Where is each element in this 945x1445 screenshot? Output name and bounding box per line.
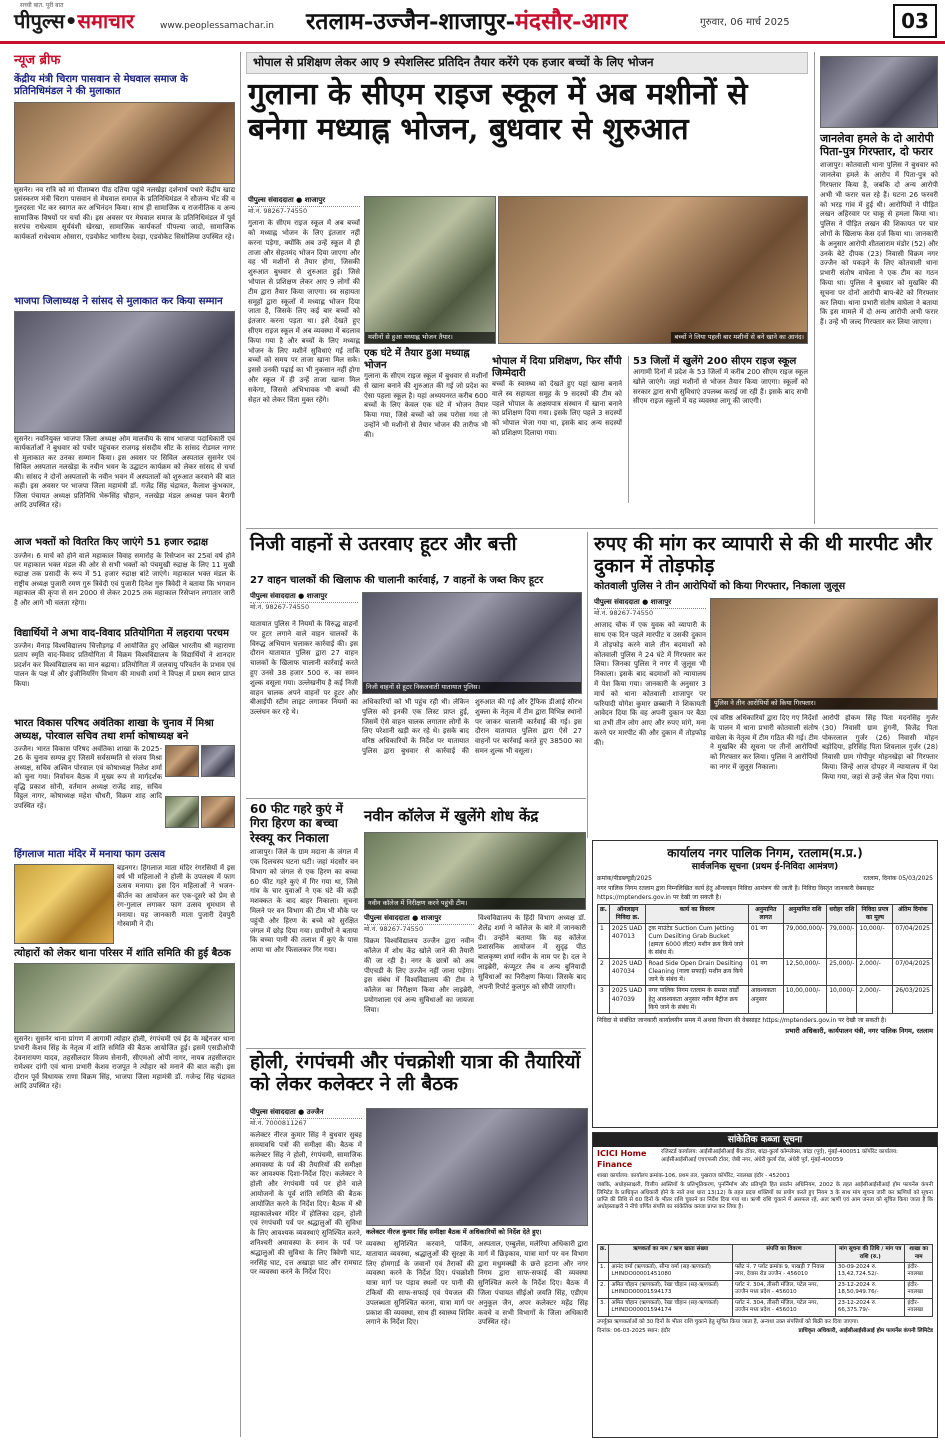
box-text: बच्चों के स्वास्थ्य को देखते हुए यहां खाना बनाने वाले स्व सहायता समूह के 9 सदस्यों की टीम को पहले भोपाल के अक्षयपात्र संस्थान में खाना बनाने का प्रशिक्षण दिया गया। इसके लिए पहले 3 सदस्यों को भोपाल भेजा गया था, इसके बाद अन्य सदस्यों को प्रशिक्षण दिलाया गया। xyxy=(492,380,622,437)
table-cell: 2,000/- xyxy=(857,959,893,986)
table-cell: 25,000/- xyxy=(827,959,857,986)
brief-text: सुसनेर। नवनियुक्त भाजपा जिला अध्यक्ष ओम मालवीय के साथ भाजपा पदाधिकारी एवं कार्यकर्ताओं ने बुधवार को पचोर पहुंचकर राजगढ़ संसदीय सीट के सांसद रोडमल नागर से मुलाकात कर उनका सम्मान किया। इस अवसर पर सिविल अस्पताल सुसनेर एवं सिविल अस्पताल नलखेड़ा के नवीन भवन के उद्घाटन कार्यक्रम को लेकर सांसद से चर्चा की। सांसद ने दोनों अस्पतालों के नवीन भवन में अस्पतालों को शुरुआत करवाने की बात कही। इस अवसर पर भाजपा जिला महामंत्री डॉ. गजेंद्र सिंह चंद्रावत, कैलाश कुंभकार, जिला पंचायत अध्यक्ष प्रतिनिधि भेरूसिंह चौहान, नलखेड़ा मंडल अध्यक्ष पवन बैरागी आदि उपस्थित रहे। xyxy=(14,435,235,510)
table-header-cell: क्र. xyxy=(598,1245,609,1263)
possession-row xyxy=(598,1298,933,1316)
box-headline: 53 जिलों में खुलेंगे 200 सीएम राइज स्कूल xyxy=(633,356,797,367)
row-divider xyxy=(246,798,586,799)
table-header-cell: अनुमानित राशि xyxy=(783,904,827,923)
possession-signature: प्राधिकृत अधिकारी, आईसीआईसीआई होम फायनेंस कंपनी लिमिटेड xyxy=(798,1327,933,1334)
table-header-cell: ऋणकर्ता का नाम / ऋण खाता संख्या xyxy=(609,1245,733,1263)
holi-text: कलेक्टर नीरज कुमार सिंह ने बुधवार सुबह समयावधि पत्रों की समीक्षा की। बैठक में कलेक्टर सिंह ने होली, रंगपंचमी, सामाजिक अमावस्या के पर्व की तैयारियों की समीक्षा कर आवश्यक दिशा-निर्देश दिए। कलेक्टर ने होली और रंगपंचमी पर्व पर होने वाले आयोजनों के पूर्व शांति समिति की बैठक आयोजित करने के निर्देश दिए। बैठक में श्री महाकालेश्वर मंदिर में होलिका दहन, होली एवं रंगपंचमी पर्व पर श्रद्धालुओं की सुविधा के लिए आवश्यक व्यवस्थाएं सुनिश्चित करने, शनिश्चरी अमावस्या के स्नान के पर्व पर श्रद्धालुओं की सुविधा के लिए त्रिवेणी घाट, नरसिंह घाट, दत्त अखाड़ा घाट और रामघाट पर व्यवस्था करने के निर्देश दिए। xyxy=(250,1131,362,1277)
brief-photo xyxy=(14,102,235,184)
brief-photo xyxy=(14,311,235,433)
table-cell: आवश्यकता अनुसार xyxy=(748,986,783,1013)
row-divider xyxy=(246,528,938,529)
table-cell: अमित चौहान (ऋणकर्ता), रेखा चौहान (सह-ऋणकर्ता) LHINDO00001594173 xyxy=(609,1280,733,1298)
portrait-photo xyxy=(165,745,199,777)
possession-table xyxy=(597,1244,933,1316)
byline-mobile: मो.नं. 7000811267 xyxy=(250,1119,307,1128)
kicker: भोपाल से प्रशिक्षण लेकर आए 9 स्पेशलिस्ट प्रतिदिन तैयार करेंगे एक हजार बच्चों के लिए भोजन xyxy=(253,55,654,69)
bank-address: रजिस्टर्ड कार्यालय: आईसीआईसीआई बैंक टॉवर, बांद्रा-कुर्ला कॉम्प्लेक्स, बांद्रा (पूर्व), मुंबई-400051 कॉर्पोरेट कार्यालय: आईसीआईसीआई एचएफसी टॉवर, जेबी नगर, अंधेरी कुर्ला रोड, अंधेरी पूर्व, मुंबई-400059 xyxy=(661,1149,898,1163)
brief-text: बड़नगर। हिंगलाज माता मंदिर रंगरसियों में इस वर्ष भी महिलाओं ने होली के उपलक्ष्य में फाग उत्सव मनाया। इस दिन महिलाओं ने भजन-कीर्तन का आयोजन कर एक-दूसरे को प्रेम से रंग-गुलाल लगाकर फाग उत्सव धूमधाम से मनाया। यह जानकारी माता पुजारी देवपुरी गोस्वामी ने दी। xyxy=(117,863,235,929)
lead-photo-children xyxy=(498,196,808,344)
table-header-cell: धरोहर राशि xyxy=(827,904,857,923)
table-cell: 01 नग xyxy=(748,923,783,958)
box-text: आगामी दिनों में प्रदेश के 53 जिलों में करीब 200 सीएम राइज स्कूल खोले जाएंगे। जहां मशीनों से भोजन तैयार किया जाएगा। स्कूलों को सरकार द्वारा सभी सुविधाएं उपलब्ध कराई जा रही हैं। इसके बाद सभी सीएम राइज स्कूलों में यह व्यवस्था लागू की जाएगी। xyxy=(633,368,808,406)
lead-photo-machine xyxy=(364,196,496,344)
table-cell: प्लॉट नं. 304, तीसरी मंजिल, पटेल नगर, उज्जैन मध्य प्रदेश - 456010 xyxy=(733,1298,836,1316)
accused-photo xyxy=(820,56,938,128)
deer-headline: 60 फीट गहरे कुएं में गिरा हिरण का बच्चा रेस्क्यू कर निकाला xyxy=(250,802,343,845)
table-cell: 1. xyxy=(598,1263,609,1281)
byline-mobile: मो.नं. 98267-74550 xyxy=(248,207,308,216)
table-cell: 2,000/- xyxy=(857,986,893,1013)
brief-photo xyxy=(14,864,114,944)
brief-headline: भारत विकास परिषद अवंतिका शाखा के चुनाव में मिश्रा अध्यक्ष, पोरवाल सचिव तथा शर्मा कोषाध्यक्ष बने xyxy=(14,718,214,742)
table-header-cell: निविदा प्रपत्र का मूल्य xyxy=(857,904,893,923)
kicker-bar xyxy=(246,52,808,74)
brief-headline: भाजपा जिलाध्यक्ष ने सांसद से मुलाकात कर किया सम्मान xyxy=(14,295,223,307)
photo-caption: कलेक्टर नीरज कुमार सिंह समीक्षा बैठक में अधिकारियों को निर्देश देते हुए। xyxy=(366,1228,542,1236)
byline: पीपुल्स संवाददाता ● शाजापुर xyxy=(248,196,360,207)
sidebar-box xyxy=(628,356,808,503)
deer-story xyxy=(250,802,358,1078)
box-text: गुलाना के सीएम राइज स्कूल में बुधवार से मशीनों से खाना बनाने की शुरुआत की गई जो प्रदेश का ऐसा पहला स्कूल है। यहां अध्ययनरत करीब 600 बच्चों के लिए केवल एक घंटे में भोजन तैयार किया गया, जिसे बच्चों को जब परोसा गया तो उन्होंने भी मशीनों से तैयार भोजन की तारीफ भी की। xyxy=(364,372,488,439)
merchant-subhead: कोतवाली पुलिस ने तीन आरोपियों को किया गिरफ्तार, निकाला जुलूस xyxy=(594,581,846,592)
table-cell: 79,000/- xyxy=(827,923,857,958)
photo-caption: पुलिस ने तीन आरोपियों को किया गिरफ्तार। xyxy=(711,698,937,709)
brief-text: उज्जैन। मैनाड़ विश्वविद्यालय चित्तौड़गढ़ में आयोजित हुए अखिल भारतीय श्री महाराणा प्रताप स्मृति वाद-विवाद प्रतियोगिता में विक्रम विश्वविद्यालय के विद्यार्थियों ने शानदार प्रदर्शन कर विश्वविद्यालय का मान बढ़ाया। प्रतियोगिता में जलवायु परिवर्तन के प्रभाव एवं पालन के पक्ष में और इंजीनियरिंग विभाग की माधवी शर्मा ने विपक्ष में प्रथम स्थान प्राप्त किया। xyxy=(14,642,235,688)
hooter-headline: निजी वाहनों से उतरवाए हूटर और बत्ती xyxy=(250,533,517,555)
possession-footer: उपर्युक्त ऋणकर्ताओं को 30 दिनों के भीतर राशि चुकाने हेतु सूचित किया जाता है, अन्यथा उक्त संपत्तियों को बिक्री कर दिया जाएगा। xyxy=(597,1318,859,1325)
row-divider xyxy=(246,1048,586,1049)
table-cell: 2025 UAD 407034 xyxy=(609,959,645,986)
hooter-subhead: 27 वाहन चालकों की खिलाफ की चालानी कार्रवाई, 7 वाहनों के जब्त किए हूटर xyxy=(250,575,544,586)
college-story xyxy=(364,808,584,825)
byline: पीपुल्स संवाददाता ● शाजापुर xyxy=(250,592,358,603)
box-headline: एक घंटे में तैयार हुआ मध्याह्न भोजन xyxy=(364,348,470,371)
holi-text-continued: अस्पताल, एम्बुलेंस, मलेरिया अधिकारी द्वारा मार्ग में छिड़काव, यात्रा मार्ग पर वन विभाग द्वारा मधुमक्खी के छत्ते हटाना और नगर निगम द्वारा साफ-सफाई की व्यवस्था सुनिश्चित करने के निर्देश दिए। बैठक में जिला पंचायत सीईओ जयति सिंह, एडीएम अनुकूल जैन, अपर कलेक्टर महेंद्र सिंह कवचे व सभी विभागों के जिला अधिकारी उपस्थित रहे। xyxy=(478,1240,588,1327)
possession-place: दिनांक: 06-03-2025 स्थान: इंदौर xyxy=(597,1327,671,1334)
hooter-byline-box xyxy=(250,592,358,612)
hooter-photo xyxy=(362,592,582,694)
photo-caption: बच्चों ने लिया पहली बार मशीनों से बने खाने का आनंद। xyxy=(671,332,807,343)
byline: पीपुल्स संवाददाता ● शाजापुर xyxy=(364,914,474,925)
table-cell: प्लॉट नं. 304, तीसरी मंजिल, पटेल नगर, उज्जैन मध्य प्रदेश - 456010 xyxy=(733,1280,836,1298)
table-cell: आनंद वर्मा (ऋणकर्ता), सीमा वर्मा (सह-ऋणकर्ता) LHINDO00001451080 xyxy=(609,1263,733,1281)
table-cell: इंदौर-नवलखा xyxy=(905,1280,933,1298)
table-header-cell: कार्य का विवरण xyxy=(646,904,748,923)
website-url[interactable]: www.peoplessamachar.in xyxy=(160,21,274,31)
tender-ref: क्रमांक/पीडब्ल्यूडी/2025 xyxy=(597,875,652,883)
photo-caption: निजी वाहनों से हूटर निकलवाती यातायात पुलिस। xyxy=(363,682,581,693)
tender-table xyxy=(597,904,933,1014)
table-cell: अमित चौहान (ऋणकर्ता), रेखा चौहान (सह-ऋणकर्ता) LHINDO00001594174 xyxy=(609,1298,733,1316)
possession-notice xyxy=(592,1132,938,1438)
brief-text: सुसनेर। सुसनेर थाना प्रांगण में आगामी त्योहार होली, रंगपंचमी एवं ईद के मद्देनजर थाना प्रभारी केशव सिंह के नेतृत्व में शांति समिति की बैठक आयोजित हुई। इसमें एसडीओपी देवनारायण यादव, तहसीलदार विजय सेनानी, सीएमओ ओपी नागर, नायब तहसीलदार रामेश्वर दांगी एवं थाना प्रभारी केशव राजपूत ने त्योहार को मनाने की बात कही। इस दौरान पूर्व विधायक राणा विक्रम सिंह, भाजपा जिला महामंत्री डॉ. गजेन्द्र सिंह चंद्रावत आदि उपस्थित रहे। xyxy=(14,1035,235,1091)
tender-intro: नगर पालिक निगम रतलाम द्वारा निम्नलिखित कार्य हेतु ऑनलाइन निविदा आमंत्रण की जाती है। निविदा विस्तृत जानकारी वेबसाइट https://mptenders.gov.in पर देखी जा सकती है। xyxy=(597,885,874,901)
brief-headline: केंद्रीय मंत्री चिराग पासवान से मेघवाल समाज के प्रतिनिधिमंडल ने की मुलाकात xyxy=(14,73,188,98)
holi-headline: होली, रंगपंचमी और पंचक्रोशी यात्रा की तैयारियों को लेकर कलेक्टर ने ली बैठक xyxy=(250,1051,581,1095)
table-header-cell: अंतिम दिनांक xyxy=(893,904,933,923)
byline: पीपुल्स संवाददाता ● शाजापुर xyxy=(594,598,706,609)
brief-headline: हिंगलाज माता मंदिर में मनाया फाग उत्सव xyxy=(14,849,166,861)
portrait-photo xyxy=(201,745,235,777)
table-cell: 12,50,000/- xyxy=(783,959,827,986)
possession-title: सांकेतिक कब्जा सूचना xyxy=(593,1133,937,1147)
branch-address: शाखा कार्यालय: कार्यालय क्रमांक-106, प्रथम तल, पुखराज कॉर्पोरेट, नवलखा इंदौर - 452001 xyxy=(597,1172,790,1179)
brief-text: उज्जैन। भारत विकास परिषद अवंतिका शाखा के 2025-26 के चुनाव सम्पन्न हुए जिसमें सर्वसम्मति से संजय मिश्रा अध्यक्ष, सचिव अश्विन पोरवाल एवं कोषाध्यक्ष निलेश शर्मा को चुना गया। निर्वाचन बैठक में मुख्य रूप से मार्गदर्शक वृद्धि प्रकाश सोनी, वर्तमान अध्यक्ष राजेंद्र शाह, सचिव विट्ठल नागर, कोषाध्यक्ष महेश चौधरी, विक्रम शाह आदि उपस्थित रहे। xyxy=(14,745,162,810)
table-header-cell: अनुमानित लागत xyxy=(748,904,783,923)
college-headline: नवीन कॉलेज में खुलेंगे शोध केंद्र xyxy=(364,807,539,825)
sidebar-box xyxy=(492,356,622,510)
portrait-photo xyxy=(165,796,199,828)
right-top-story xyxy=(820,132,938,496)
tender-row xyxy=(598,923,933,958)
hooter-text-continued: अधिकारियों को भी पहुंच रही थी। लेकिन पुलिस को इनकी एक लिस्ट प्राप्त हुई, जिसमें ऐसे वाहन चालक लगातार लोगों के लिए परेशानी खड़ी कर रहे थे। इसके बाद वरिष्ठ अधिकारियों के निर्देश पर यातायात पुलिस द्वारा बुधवार से कार्रवाई की शुरुआत की गई और ट्रैफिक डीआई सौरभ शुक्ला के नेतृत्व में टीम द्वारा विभिन्न स्थानों पर जाकर चालानी कार्रवाई की गई। इस दौरान यातायात पुलिस द्वारा ऐसे 27 वाहनों पर कार्रवाई करते हुए 38500 का समन शुल्क भी वसूला। xyxy=(362,698,582,755)
brief-headline: विद्यार्थियों ने अभा वाद-विवाद प्रतियोगिता में लहराया परचम xyxy=(14,627,229,639)
tender-date: रतलाम, दिनांक 05/03/2025 xyxy=(863,875,933,883)
tender-signature: प्रभारी अधिकारी, कार्यपालन यंत्री, नगर पालिक निगम, रतलाम xyxy=(785,1026,933,1035)
table-header-cell: संपत्ति का विवरण xyxy=(733,1245,836,1263)
deer-text: शाजापुर। जिले के ग्राम मदाना के जंगल में एक दिलचस्प घटना घटी। जहां मंदसौर वन विभाग को जंगल से एक हिरण का बच्चा 60 फीट गहरे कुएं में गिर गया था, जिसे गांव के चार युवाओं ने एक घंटे की कड़ी मशक्कत के बाद बाहर निकाला। सूचना मिलने पर वन विभाग की टीम भी मौके पर पहुंची और हिरण के बच्चे को सुरक्षित जंगल में छोड़ दिया गया। ग्रामीणों ने बताया कि बच्चा पानी की तलाश में कुएं के पास आया था और फिसलकर गिर गया। xyxy=(250,848,358,955)
merchant-text-continued: आरोपी होकम सिंह पिता मदनसिंह गुर्जर (30) निवासी ग्राम हुंगनी, विजेंद्र पिता पोकरलाल गुर्जर (26) निवासी मोहन बड़ोदिया, हरिसिंह पिता शिवलाल गुर्जर (28) निवासी ग्राम गोपीपुर मोहनखेड़ा को गिरफ्तार किया। जिन्हें आज दोपहर में न्यायालय में पेश किया गया, जहां से उन्हें जेल भेज दिया गया। xyxy=(822,714,938,781)
table-header-cell: ऑनलाइन निविदा क्र. xyxy=(609,904,645,923)
table-cell: 3. xyxy=(598,1298,609,1316)
possession-row xyxy=(598,1263,933,1281)
tender-row xyxy=(598,986,933,1013)
lead-story-column xyxy=(248,196,360,519)
college-photo xyxy=(364,832,586,910)
column-divider xyxy=(240,52,241,1437)
column-divider xyxy=(814,52,815,524)
table-cell: Road Side Open Drain Desilting Cleaning (नाला सफाई) मशीन क्रय किये जाने के संबंध में। xyxy=(646,959,748,986)
table-cell: 07/04/2025 xyxy=(893,959,933,986)
possession-text: जबकि, अधोहस्ताक्षरी, वित्तीय आस्तियों के प्रतिभूतिकरण, पुनर्निर्माण और प्रतिभूति हित प्रवर्तन अधिनियम, 2002 के तहत आईसीआईसीआई होम फायनेंस कंपनी लिमिटेड के प्राधिकृत अधिकारी होने के नाते तथा धारा 13(12) के तहत प्रदत्त शक्तियों का प्रयोग करते हुए नियम 3 के साथ मांग सूचना जारी कर ऋणियों को सूचना प्राप्ति की तिथि से 60 दिनों के भीतर राशि चुकाने का निर्देश दिया गया था। ऋणी राशि चुकाने में असफल रहे, अतः ऋणी एवं आम जनता को सूचित किया जाता है कि अधोहस्ताक्षरी ने नीचे वर्णित संपत्ति का सांकेतिक कब्जा प्राप्त कर लिया है। xyxy=(597,1182,933,1211)
brief-photo xyxy=(14,963,235,1033)
brief-text: उज्जैन। 6 मार्च को होने वाले महाकाल विवाह समारोह के रिसेप्शन का 25वां वर्ष होने पर महाकाल भक्त मंडल की ओर से सभी भक्तों को पंचमुखी रुद्राक्ष के लिए 11 मुखी रुद्राक्ष तक प्रसादी के रूप में 51 हजार रुद्राक्ष बांटे जाएंगे। महाकाल भक्त मंडल के राष्ट्रीय अध्यक्ष पुजारी रमण गुरु त्रिवेदी एवं पुजारी दिनेश गुरु त्रिवेदी ने बताया कि भगवान महाकाल की कृपा से सन 2000 से लेकर 2025 तक महाकाल रिसेप्शन लगातार जारी है और आगे भी चलता रहेगा। xyxy=(14,551,235,607)
tender-notice xyxy=(592,840,938,1128)
brief-text: सुसनेर। नव रात्रि को मां पीताम्बरा पीठ दतिया पहुंचे नलखेड़ा दर्शनार्थ पधारे केंद्रीय खाद्य प्रसंस्करण मंत्री चिराग पासवान से मेघवाल समाज के प्रतिनिधिमंडल ने सौजन्य भेंट की व गुलदस्ता भेंट कर स्वागत कर अभिनंदन किया। साथ ही सामाजिक व राजनीतिक व अन्य सामाजिक विषयों पर चर्चा की। इस अवसर पर मेघवाल समाज के प्रतिनिधिमंडल में पूर्व सरपंच राधेश्याम सूर्यवंशी खेरखा, सामाजिक कार्यकर्ता पीपल्या जादो, सामाजिक कार्यकर्ता राधेश्याम ओसारा, एडवोकेट भागीरथ देवड़ा, एडवोकेट सिसोलिया उपस्थित रहे। xyxy=(14,185,235,241)
story-text: शाजापुर। कोतवाली थाना पुलिस ने बुधवार को जानलेवा हमले के आरोप में पिता-पुत्र को गिरफ्तार किया है, जबकि दो अन्य आरोपी अभी भी फरार चल रहे हैं। घटना 26 फरवरी को भरड़ गांव में हुई थी। आरोपियों ने पीड़ित लखन अहिरवार पर चाकू से हमला किया था। पुलिस ने पीड़ित लखन की शिकायत पर चार लोगों के खिलाफ केस दर्ज किया था। जानकारी के अनुसार आरोपी शीतलाराम मंडोर (52) और उनके बेटे दीपक (23) निवासी विक्रम नगर उज्जैन को पकड़ने के लिए कोतवाली थाना प्रभारी संतोष वाघेला ने एक टीम का गठन किया था। पुलिस ने बुधवार को मुखबिर की सूचना पर दोनों आरोपी बाप-बेटे को गिरफ्तार कर लिया। थाना प्रभारी संतोष वाघेला ने बताया कि इस मामले में दो अन्य आरोपी अभी फरार हैं। उन्हें भी जल्द गिरफ्तार कर लिया जाएगा। xyxy=(820,161,938,327)
table-cell: 10,000/- xyxy=(827,986,857,1013)
possession-row xyxy=(598,1280,933,1298)
holi-text-continued: व्यवस्था सुनिश्चित करवाने, पार्किंग, यातायात व्यवस्था, श्रद्धालुओं की सुरक्षा के लिए होमगार्ड के जवानों एवं तैराकों की व्यवस्था करने के निर्देश दिए। पंचक्रोशी यात्रा मार्ग पर पड़ाव स्थलों पर पानी की टंकियों की साफ-सफाई एवं पेयजल की उपलब्धता सुनिश्चित करना, यात्रा मार्ग पर प्रकाश की व्यवस्था, साथ ही स्वास्थ्य शिविर लगाने के निर्देश दिए। xyxy=(366,1240,474,1327)
lead-text: गुलाना के सीएम राइज स्कूल में अब बच्चों को मध्याह्न भोजन के लिए इंतजार नहीं करना पड़ेगा, क्योंकि अब उन्हें स्कूल में ही ताजा और सेहतमंद भोजन दिया जाएगा और वह भी मशीनों से तैयार होगा, जिसकी शुरुआत बुधवार से शुरुआत हुई। जिसे भोपाल से प्रशिक्षण लेकर आए 9 लोगों की टीम द्वारा तैयार किया जाएगा। स्व सहायता समूहों द्वारा स्कूलों में मध्याह्न भोजन दिया जाता है, जिसके लिए कई बार बच्चों को इंतजार करना पड़ता था। इसे देखते हुए सीएम राइज स्कूल में अब व्यवस्था में बदलाव किया गया है और बच्चों के लिए मध्याह्न भोजन के लिए मशीनें सुविधाएं गई ताकि बच्चों को समय पर ताजा खाना मिल सके। इससे उनकी पढ़ाई का भी नुकसान नहीं होगा और स्कूल में ही उन्हें ताजा खाना मिल सकेगा, जिससे अभिभावक भी बच्चों की सेहत को लेकर चिंता मुक्त रहेंगे। xyxy=(248,219,360,404)
byline: पीपुल्स संवाददाता ● उज्जैन xyxy=(250,1108,362,1119)
sidebar-box xyxy=(364,348,488,507)
holi-meeting-photo xyxy=(366,1108,588,1226)
table-cell: 1 xyxy=(598,923,610,958)
lead-headline: गुलाना के सीएम राइज स्कूल में अब मशीनों से बनेगा मध्याह्न भोजन, बुधवार से शुरुआत xyxy=(248,77,748,147)
table-cell: 23-12-2024 रु. 18,50,949.76/- xyxy=(835,1280,905,1298)
merchant-text-continued: एवं वरिष्ठ अधिकारियों द्वारा दिए गए निर्देशों के पालन में थाना प्रभारी कोतवाली संतोष वाघेला के नेतृत्व में टीम गठित की गई। टीम ने मुखबिर की सूचना पर तीनों आरोपियों को गिरफ्तार कर लिया। पुलिस ने आरोपियों का नगर में जुलूस निकाला। xyxy=(710,714,818,771)
table-cell: 2025 UAD 407039 xyxy=(609,986,645,1013)
portrait-photo xyxy=(201,796,235,828)
tender-row xyxy=(598,959,933,986)
table-cell: 30-09-2024 रु. 13,42,724.52/- xyxy=(835,1263,905,1281)
byline-mobile: मो.नं. 98267-74550 xyxy=(594,609,654,618)
brief-headline: त्योहारों को लेकर थाना परिसर में शांति समिति की हुई बैठक xyxy=(14,947,231,959)
masthead xyxy=(0,0,945,44)
merchant-headline: रुपए की मांग कर व्यापारी से की थी मारपीट और दुकान में तोड़फोड़ xyxy=(594,533,932,577)
tender-title: कार्यालय नगर पालिक निगम, रतलाम(म.प्र.) xyxy=(667,846,863,860)
hooter-text: यातायात पुलिस ने नियमों के विरुद्ध वाहनों पर हूटर लगाने वाले वाहन चालकों के विरुद्ध अभियान चलाकर कार्रवाई की। इस दौरान यातायात पुलिस द्वारा 27 वाहन चालकों के खिलाफ चालानी कार्रवाई करते हुए उनसे 38 हजार 500 रु. का समन शुल्क वसूला गया। उल्लेखनीय है कई निजी वाहन चालक अपने वाहनों पर हूटर और बीआईपी स्टीम लाइट लगाकर नियमों का उल्लंघन कर रहे थे। xyxy=(250,620,358,717)
byline-mobile: मो.नं. 98267-74550 xyxy=(364,925,424,934)
photo-caption: नवीन कॉलेज में निरीक्षण करने पहुंची टीम। xyxy=(365,898,585,909)
brand-tagline: सच्ची बात. पूरी बात xyxy=(20,2,64,9)
table-cell: फ्लैट नं. 7 प्लॉट क्रमांक 9, पाखड़ी 7 निवास नगर, देवास रोड उज्जैन - 456010 xyxy=(733,1263,836,1281)
table-header-cell: मांग सूचना की तिथि / मांग पत्र राशि (रु.) xyxy=(835,1245,905,1263)
tender-footer: निविदा से संबंधित जानकारी कार्यालयीन समय में अथवा विभाग की वेबसाइट https://mptenders.gov.in पर देखी जा सकती है। xyxy=(597,1016,887,1024)
table-cell: 79,000,000/- xyxy=(783,923,827,958)
photo-caption: मशीनों से हुआ मध्याह्न भोजन तैयार। xyxy=(365,332,495,343)
table-cell: नगर पालिक निगम रतलाम के समस्त वार्डों हेतु आवश्यकता अनुसार नवीन बैट्रीज क्रय किये जाने के संबंध में। xyxy=(646,986,748,1013)
table-cell: 2. xyxy=(598,1280,609,1298)
page-number: 03 xyxy=(893,4,937,38)
section-label: न्यूज ब्रीफ xyxy=(14,53,61,68)
byline-mobile: मो.नं. 98267-74550 xyxy=(250,603,310,612)
bank-logo: ICICI Home Finance xyxy=(597,1149,647,1169)
table-cell: 2025 UAD 407013 xyxy=(609,923,645,958)
table-cell: 10,00,000/- xyxy=(783,986,827,1013)
brief-headline: आज भक्तों को वितरित किए जाएंगे 51 हजार रुद्राक्ष xyxy=(14,537,209,549)
tender-subtitle: सार्वजनिक सूचना (प्रथम ई-निविदा आमंत्रण) xyxy=(691,862,839,873)
newspaper-logo: पीपुल्स•समाचार xyxy=(14,9,135,33)
merchant-photo xyxy=(710,598,938,710)
news-brief-column xyxy=(14,52,235,1127)
issue-date: गुरुवार, 06 मार्च 2025 xyxy=(700,17,790,28)
box-headline: भोपाल में दिया प्रशिक्षण, फिर सौंपी जिम्मेदारी xyxy=(492,356,622,379)
table-header-cell: शाखा का नाम xyxy=(905,1245,933,1263)
edition-title: रतलाम-उज्जैन-शाजापुर-मंदसौर-आगर xyxy=(306,8,628,35)
table-cell: 3 xyxy=(598,986,610,1013)
table-cell: 10,000/- xyxy=(857,923,893,958)
table-cell: ट्रक माउंटेड Suction Cum Jetting Cum Desilting Grab Bucket (क्षमता 6000 लीटर) मशीन क्रय किये जाने के संबंध में। xyxy=(646,923,748,958)
table-cell: 23-12-2024 रु. 66,375.79/- xyxy=(835,1298,905,1316)
table-header-cell: क्र. xyxy=(598,904,610,923)
merchant-text: आजाद चौक में एक युवक को व्यापारी के साथ एक दिन पहले मारपीट व उसकी दुकान में तोड़फोड़ करने वाले तीन बदमाशों को कोतवाली पुलिस ने 24 घंटे में गिरफ्तार कर लिया। जिनका पुलिस ने नगर में जुलूस भी निकाला। इसके बाद बदमाशों को न्यायालय में पेश किया गया। जानकारी के अनुसार 3 मार्च को थाना कोतवाली शाजापुर पर फरियादी योगेश कुमार छब्बानी ने शिकायती आवेदन दिया कि वह अपनी दुकान पर बैठा था तभी तीन लोग आए और रुपए मांगे, मना करने पर मारपीट की और दुकान में तोड़फोड़ की। xyxy=(594,621,706,747)
merchant-byline-box xyxy=(594,598,706,833)
table-cell: इंदौर-नवलखा xyxy=(905,1263,933,1281)
table-cell: 26/03/2025 xyxy=(893,986,933,1013)
college-text: विक्रम विश्वविद्यालय उज्जैन द्वारा नवीन कॉलेज में शोध केंद्र खोले जाने की तैयारी की जा रही है। नगर के छात्रों को अब पीएचडी के लिए उज्जैन नहीं जाना पड़ेगा। इस संबंध में विश्वविद्यालय की टीम ने कॉलेज का निरीक्षण किया और लाइब्रेरी, प्रयोगशाला एवं अन्य सुविधाओं का जायजा लिया। xyxy=(364,937,474,1014)
column-divider xyxy=(587,532,588,838)
table-cell: 01 नग xyxy=(748,959,783,986)
table-cell: 07/04/2025 xyxy=(893,923,933,958)
college-text-continued: विश्वविद्यालय के हिंदी विभाग अध्यक्ष डॉ. शैलेंद्र शर्मा ने कॉलेज के बारे में जानकारी दी। उन्होंने बताया कि यह कॉलेज प्रशासनिक आयोजन में सुदृढ़ पीठ बालकृष्ण शर्मा नवीन के नाम पर है। दल ने लाइब्रेरी, कंप्यूटर लैब व अन्य बुनियादी सुविधाओं का निरीक्षण किया। जिसके बाद अपनी रिपोर्ट कुलगुरु को सौंपी जाएगी। xyxy=(478,914,586,991)
table-cell: 2 xyxy=(598,959,610,986)
story-headline: जानलेवा हमले के दो आरोपी पिता-पुत्र गिरफ्तार, दो फरार xyxy=(820,132,934,159)
table-cell: इंदौर-नवलखा xyxy=(905,1298,933,1316)
holi-byline-box xyxy=(250,1108,362,1431)
college-byline-box xyxy=(364,914,474,1037)
